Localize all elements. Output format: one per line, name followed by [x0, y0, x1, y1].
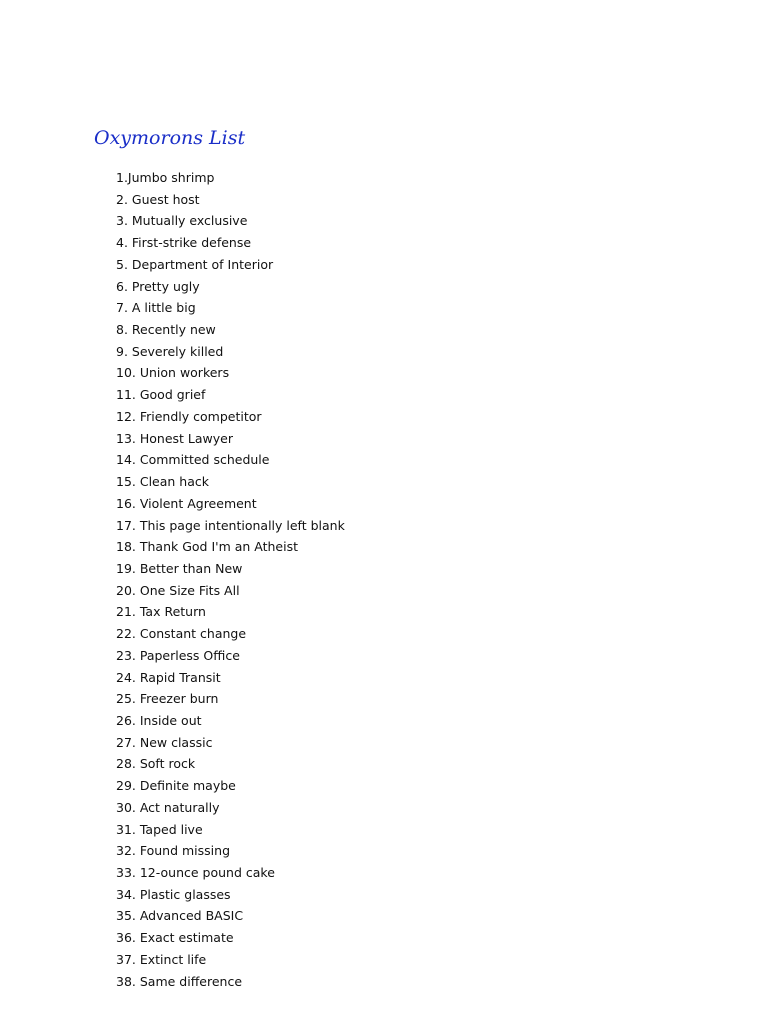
list-item: 22. Constant change [116, 626, 247, 642]
oxymoron-list [116, 167, 345, 992]
list-item: 5. Department of Interior [116, 256, 274, 272]
list-item: 25. Freezer burn [116, 691, 219, 707]
list-item: 31. Taped live [116, 821, 203, 837]
list-item: 15. Clean hack [116, 474, 209, 490]
list-item: 2. Guest host [116, 191, 200, 207]
list-item: 38. Same difference [116, 973, 243, 989]
list-item: 21. Tax Return [116, 604, 206, 620]
list-item: 26. Inside out [116, 712, 202, 728]
list-item: 4. First-strike defense [116, 235, 252, 251]
list-item: 19. Better than New [116, 560, 243, 576]
list-item: 24. Rapid Transit [116, 669, 221, 685]
list-item: 34. Plastic glasses [116, 886, 231, 902]
list-item: 14. Committed schedule [116, 452, 270, 468]
list-item: 20. One Size Fits All [116, 582, 240, 598]
list-item: 29. Definite maybe [116, 778, 236, 794]
list-item: 17. This page intentionally left blank [116, 517, 345, 533]
list-item: 35. Advanced BASIC [116, 908, 244, 924]
list-item: 6. Pretty ugly [116, 278, 200, 294]
list-item: 28. Soft rock [116, 756, 196, 772]
list-item: 3. Mutually exclusive [116, 213, 248, 229]
list-item: 12. Friendly competitor [116, 408, 262, 424]
list-item: 37. Extinct life [116, 951, 207, 967]
list-item: 9. Severely killed [116, 343, 224, 359]
list-item: 30. Act naturally [116, 799, 220, 815]
list-item: 27. New classic [116, 734, 213, 750]
list-item: 8. Recently new [116, 322, 216, 338]
list-item: 11. Good grief [116, 387, 206, 403]
list-item: 16. Violent Agreement [116, 495, 257, 511]
list-item: 23. Paperless Office [116, 647, 240, 663]
list-item: 36. Exact estimate [116, 930, 234, 946]
list-item: 7. A little big [116, 300, 196, 316]
list-item: 18. Thank God I'm an Atheist [116, 539, 299, 555]
list-item: 1.Jumbo shrimp [116, 170, 215, 185]
document-title: Oxymorons List [94, 127, 246, 149]
list-item: 10. Union workers [116, 365, 230, 381]
list-item: 32. Found missing [116, 843, 231, 859]
list-item: 13. Honest Lawyer [116, 430, 233, 446]
list-item: 33. 12-ounce pound cake [116, 865, 275, 880]
